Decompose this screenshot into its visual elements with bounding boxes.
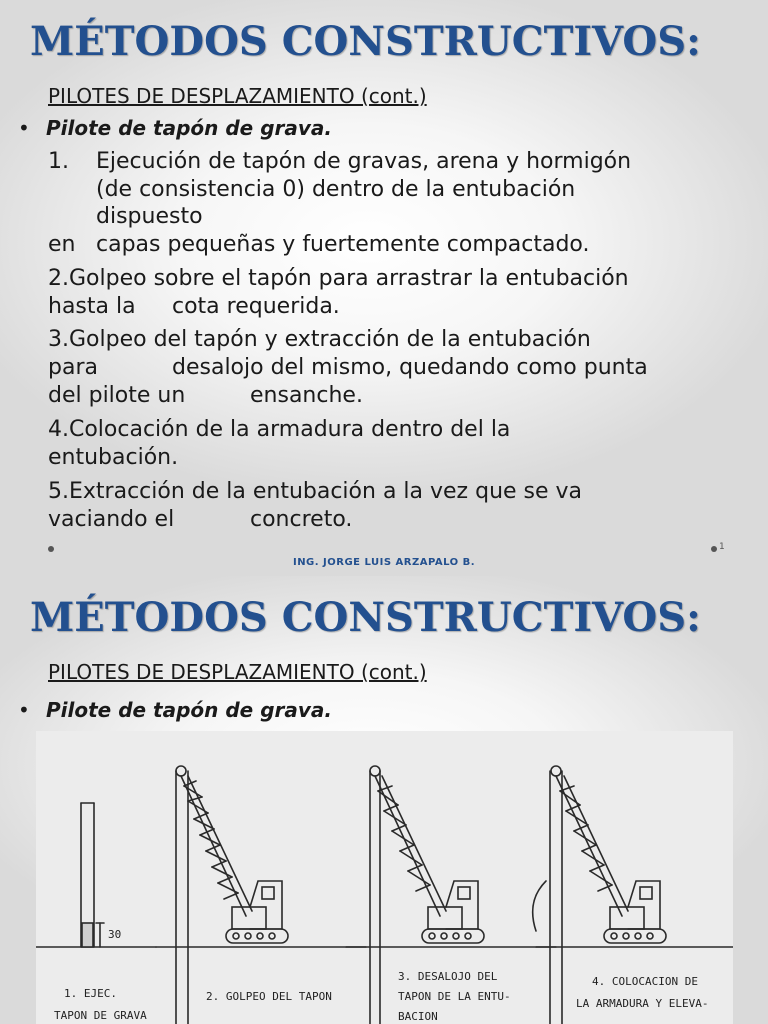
line-text: 5.Extracción de la entubación a la vez que se va (48, 479, 583, 504)
text-line-1 (48, 148, 631, 176)
line-text: concreto. (250, 507, 353, 532)
footer-dot-right (711, 546, 717, 552)
slide-footer: ING. JORGE LUIS ARZAPALO B. (292, 557, 476, 568)
text-line-8 (48, 354, 648, 382)
sketch-label-step4b: LA ARMADURA Y ELEVA- (576, 997, 709, 1010)
text-line-11 (48, 444, 178, 472)
text-line-7 (48, 326, 591, 354)
line-text: desalojo del mismo, quedando como punta (172, 355, 648, 380)
slide-subtitle: PILOTES DE DESPLAZAMIENTO (cont.) (48, 84, 427, 108)
pile-construction-sketch (36, 731, 733, 1024)
line-lead: para (48, 355, 98, 380)
line-text: dispuesto (96, 204, 203, 229)
sketch-label-step3b: TAPON DE LA ENTU- (398, 990, 511, 1003)
line-lead: del pilote un (48, 383, 186, 408)
sketch-label-step4: 4. COLOCACION DE (592, 975, 698, 988)
line-text: 3.Golpeo del tapón y extracción de la entubación (48, 327, 591, 352)
bullet-icon: • (18, 698, 30, 722)
line-text: Ejecución de tapón de gravas, arena y hormigón (96, 149, 632, 174)
slide-2 (0, 576, 768, 1024)
bullet-item (18, 698, 332, 722)
line-text: cota requerida. (172, 294, 340, 319)
line-text: 2.Golpeo sobre el tapón para arrastrar la entubación (48, 266, 629, 291)
text-line-12 (48, 478, 582, 506)
line-lead: hasta la (48, 294, 136, 319)
sketch-label-step3c: BACION (398, 1010, 438, 1023)
line-text: (de consistencia 0) dentro de la entubación (96, 177, 576, 202)
sketch-label-step3: 3. DESALOJO DEL (398, 970, 498, 983)
text-line-13 (48, 506, 352, 534)
line-text: capas pequeñas y fuertemente compactado. (96, 232, 590, 257)
text-line-9 (48, 382, 363, 410)
list-number: 1. (48, 149, 69, 174)
sketch-label-step1: 1. EJEC. (64, 987, 117, 1000)
footer-dot-left (48, 546, 54, 552)
bullet-text: Pilote de tapón de grava. (46, 698, 333, 722)
text-line-4 (48, 231, 589, 259)
line-lead: vaciando el (48, 507, 175, 532)
text-line-10 (48, 416, 510, 444)
bullet-item (18, 116, 332, 140)
line-text: 4.Colocación de la armadura dentro del la (48, 417, 511, 442)
line-lead: en (48, 232, 76, 257)
text-line-5 (48, 265, 629, 293)
text-line-3 (48, 203, 203, 231)
sketch-label-step2: 2. GOLPEO DEL TAPON (206, 990, 332, 1003)
sketch-label-step1b: TAPON DE GRAVA (54, 1009, 147, 1022)
line-text: ensanche. (250, 383, 363, 408)
bullet-icon: • (18, 116, 30, 140)
bullet-text: Pilote de tapón de grava. (46, 116, 333, 140)
slide-title: MÉTODOS CONSTRUCTIVOS: (30, 18, 701, 65)
slide-subtitle: PILOTES DE DESPLAZAMIENTO (cont.) (48, 660, 427, 684)
slide-title: MÉTODOS CONSTRUCTIVOS: (30, 594, 701, 641)
page-number: 1 (719, 542, 725, 552)
sketch-dimension-label: 30 (108, 928, 122, 941)
line-text: entubación. (48, 445, 179, 470)
text-line-6 (48, 293, 340, 321)
text-line-2 (48, 176, 575, 204)
